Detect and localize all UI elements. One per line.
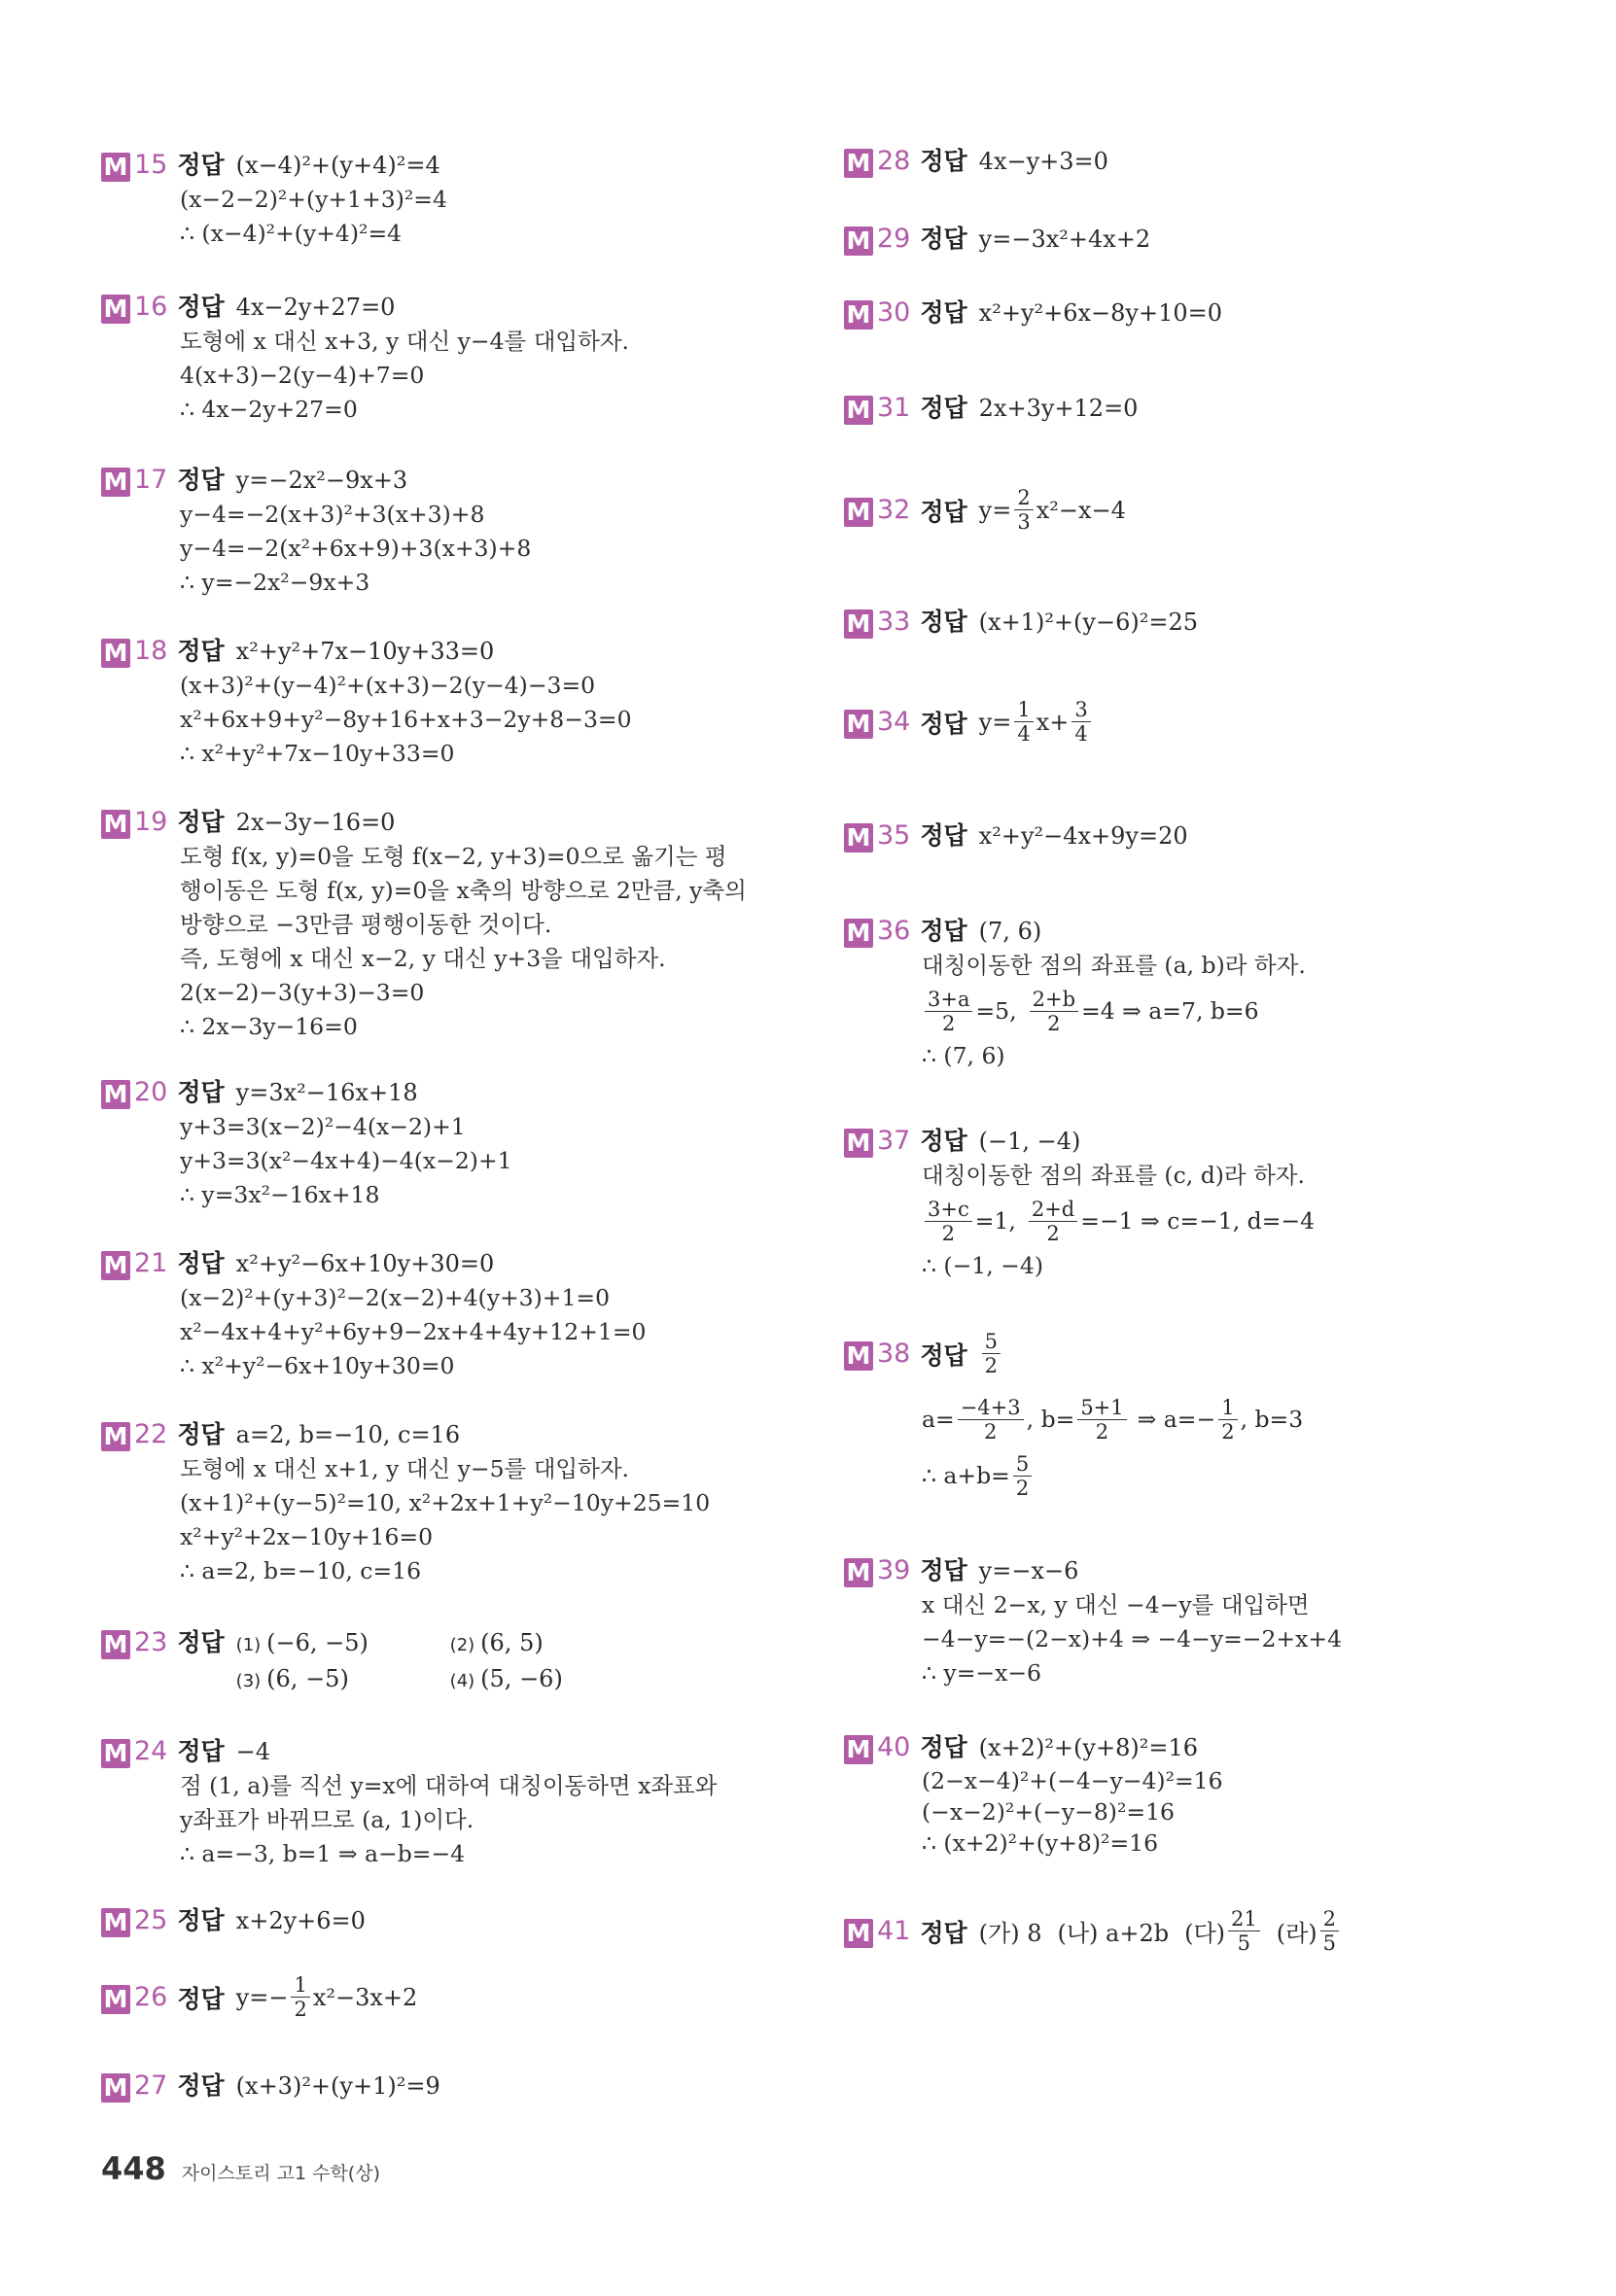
solution-line: y+3=3(x−2)²−4(x−2)+1: [180, 1113, 466, 1140]
answer-label: 정답: [920, 917, 967, 945]
answer-label: 정답: [177, 1249, 225, 1277]
answer-text: (x−4)²+(y+4)²=4: [235, 152, 440, 179]
solution-line: 도형에 x 대신 x+3, y 대신 y−4를 대입하자.: [180, 328, 629, 355]
answer-part: (다): [1184, 1920, 1225, 1947]
solution-line: ∴ y=−2x²−9x+3: [180, 569, 370, 596]
page-number: 448: [101, 2150, 166, 2187]
answer-label: 정답: [177, 1906, 225, 1934]
answer-text: x²+y²+7x−10y+33=0: [235, 638, 495, 665]
answer-label: 정답: [177, 808, 225, 836]
problem-number: 15: [134, 150, 168, 180]
m-badge: M: [101, 295, 130, 324]
m-badge: M: [844, 396, 873, 425]
solution-line: 도형에 x 대신 x+1, y 대신 y−5를 대입하자.: [180, 1455, 629, 1482]
m-badge: M: [101, 1630, 130, 1659]
solution-line: (x−2)²+(y+3)²−2(x−2)+4(y+3)+1=0: [180, 1284, 611, 1311]
solution-fraction-line: $\frac{3+c}{2}$ =1, $\frac{2+d}{2}$ =−1 ⇒ c=−1, d=−4: [922, 1193, 1315, 1249]
solution-line: 대칭이동한 점의 좌표를 (a, b)라 하자.: [922, 952, 1306, 979]
solution-lines: [922, 1588, 1342, 1690]
problem-number: 33: [877, 607, 911, 637]
answer-label: 정답: [920, 709, 967, 738]
answer-text-pre: y=−: [235, 1983, 289, 2011]
m-badge: M: [844, 1558, 873, 1587]
solution-lines: [180, 1452, 710, 1588]
fraction: $\frac{2+b}{2}$: [1030, 988, 1078, 1035]
m-badge: M: [844, 919, 873, 948]
problem-37: [844, 1122, 1315, 1283]
solution-line: 행이동은 도형 f(x, y)=0을 x축의 방향으로 2만큼, y축의: [180, 877, 747, 904]
problem-16: [101, 288, 629, 427]
problem-39: [844, 1551, 1342, 1690]
problem-36: [844, 912, 1306, 1073]
sub-answer: (4) (5, −6): [449, 1665, 563, 1692]
answer-label: 정답: [177, 151, 225, 179]
answer-text-post: x²−x−4: [1036, 496, 1126, 524]
solution-line: ∴ a=−3, b=1 ⇒ a−b=−4: [180, 1840, 466, 1867]
answer-label: 정답: [177, 466, 225, 494]
solution-line: y좌표가 바뀌므로 (a, 1)이다.: [180, 1806, 474, 1833]
problem-number: 28: [877, 146, 911, 176]
fraction: 21 5: [1228, 1907, 1260, 1955]
solution-lines: [180, 498, 531, 600]
m-badge: M: [844, 498, 873, 527]
problem-number: 34: [877, 707, 911, 737]
answer-label: 정답: [177, 1628, 225, 1656]
solution-line: 대칭이동한 점의 좌표를 (c, d)라 하자.: [922, 1162, 1305, 1189]
solution-line: (x+1)²+(y−5)²=10, x²+2x+1+y²−10y+25=10: [180, 1489, 711, 1516]
answer-label: 정답: [920, 225, 967, 253]
problem-number: 22: [134, 1419, 168, 1449]
answer-label: 정답: [920, 1340, 967, 1370]
page-footer: [101, 2150, 380, 2187]
solution-line: −4−y=−(2−x)+4 ⇒ −4−y=−2+x+4: [922, 1625, 1343, 1652]
solution-line: ∴ y=3x²−16x+18: [180, 1181, 380, 1208]
answer-text: 2x+3y+12=0: [978, 395, 1139, 422]
solution-line: ∴ y=−x−6: [922, 1659, 1041, 1687]
solution-lines: [180, 1110, 512, 1212]
m-badge: M: [844, 823, 873, 852]
answer-text-pre: y=: [978, 496, 1012, 524]
solution-line: x²+y²+2x−10y+16=0: [180, 1523, 434, 1550]
problem-28: [844, 142, 1108, 177]
answer-label: 정답: [920, 1556, 967, 1584]
m-badge: M: [844, 1735, 873, 1764]
problem-number: 19: [134, 807, 168, 837]
problem-35: [844, 817, 1188, 852]
solution-line: x²+6x+9+y²−8y+16+x+3−2y+8−3=0: [180, 706, 632, 733]
problem-number: 20: [134, 1077, 168, 1107]
problem-number: 30: [877, 297, 911, 328]
m-badge: M: [101, 1908, 130, 1937]
answer-text: 4x−y+3=0: [978, 148, 1108, 175]
m-badge: M: [101, 1251, 130, 1280]
problem-15: [101, 146, 447, 251]
solution-lines: [180, 840, 747, 1044]
problem-number: 31: [877, 393, 911, 423]
answer-label: 정답: [920, 1733, 967, 1761]
answer-text: x²+y²−6x+10y+30=0: [235, 1250, 495, 1277]
m-badge: M: [844, 300, 873, 330]
problem-number: 35: [877, 820, 911, 851]
m-badge: M: [101, 1080, 130, 1109]
solution-lines: [180, 325, 629, 427]
answer-part: (가) 8: [978, 1920, 1042, 1947]
sub-answer: (2) (6, 5): [449, 1629, 544, 1656]
problem-26: [101, 1973, 417, 2021]
fraction: $\frac{5}{2}$: [1013, 1452, 1032, 1500]
answer-label: 정답: [177, 1984, 225, 2013]
solution-line: (2−x−4)²+(−4−y−4)²=16: [922, 1767, 1223, 1794]
solution-lines: [922, 1159, 1315, 1283]
answer-label: 정답: [920, 1127, 967, 1155]
answer-label: 정답: [177, 2071, 225, 2100]
sub-answer: (1) (−6, −5): [235, 1629, 369, 1656]
answer-label: 정답: [920, 394, 967, 422]
answer-text: x²+y²−4x+9y=20: [978, 822, 1188, 850]
problem-27: [101, 2067, 440, 2102]
answer-label: 정답: [920, 821, 967, 850]
solution-line: 방향으로 −3만큼 평행이동한 것이다.: [180, 911, 552, 938]
answer-label: 정답: [177, 637, 225, 665]
problem-20: [101, 1073, 512, 1212]
solution-line: ∴ 2x−3y−16=0: [180, 1013, 358, 1040]
solution-line: (−x−2)²+(−y−8)²=16: [922, 1798, 1175, 1826]
problem-number: 36: [877, 916, 911, 946]
answer-text-pre: y=: [978, 708, 1012, 736]
book-title: 자이스토리 고1 수학(상): [181, 2163, 380, 2184]
solution-line: 즉, 도형에 x 대신 x−2, y 대신 y+3을 대입하자.: [180, 945, 666, 972]
problem-18: [101, 632, 632, 771]
solution-line: y−4=−2(x²+6x+9)+3(x+3)+8: [180, 535, 532, 562]
fraction: $\frac{3}{4}$: [1071, 698, 1090, 746]
problem-number: 17: [134, 465, 168, 495]
problem-number: 29: [877, 224, 911, 254]
problem-22: [101, 1415, 710, 1588]
answer-label: 정답: [920, 147, 967, 175]
answer-label: 정답: [177, 1420, 225, 1448]
solution-line: 점 (1, a)를 직선 y=x에 대하여 대칭이동하면 x좌표와: [180, 1772, 718, 1799]
solution-line: ∴ (x+2)²+(y+8)²=16: [922, 1829, 1159, 1857]
problem-number: 32: [877, 495, 911, 525]
m-badge: M: [844, 710, 873, 739]
problem-number: 37: [877, 1126, 911, 1156]
answer-text: (x+1)²+(y−6)²=25: [978, 609, 1198, 636]
problem-38: [844, 1330, 1303, 1504]
solution-line: 4(x+3)−2(y−4)+7=0: [180, 362, 425, 389]
problem-24: [101, 1732, 717, 1871]
problem-number: 21: [134, 1248, 168, 1278]
solution-lines: [180, 183, 447, 251]
m-badge: M: [101, 1422, 130, 1451]
problem-number: 40: [877, 1732, 911, 1762]
solution-line: (x+3)²+(y−4)²+(x+3)−2(y−4)−3=0: [180, 672, 596, 699]
problem-17: [101, 461, 531, 600]
fraction: $\frac{2+d}{2}$: [1029, 1198, 1077, 1245]
answer-text-mid: x+: [1036, 708, 1070, 736]
problem-25: [101, 1901, 366, 1936]
problem-number: 24: [134, 1736, 168, 1766]
solution-line: ∴ x²+y²+7x−10y+33=0: [180, 740, 455, 767]
solution-line: x 대신 2−x, y 대신 −4−y를 대입하면: [922, 1591, 1310, 1618]
problem-33: [844, 603, 1198, 638]
m-badge: M: [844, 1341, 873, 1371]
solution-line: 2(x−2)−3(y+3)−3=0: [180, 979, 425, 1006]
problem-31: [844, 389, 1138, 424]
fraction: $\frac{5+1}{2}$: [1077, 1396, 1126, 1444]
solution-lines: [922, 949, 1306, 1073]
m-badge: M: [844, 149, 873, 178]
fraction: $\frac{1}{2}$: [291, 1973, 309, 2021]
solution-line: ∴ (−1, −4): [922, 1252, 1043, 1279]
answer-text: y=−3x²+4x+2: [978, 226, 1151, 253]
solution-fraction-line: a= $\frac{-4+3}{2}$ , b= $\frac{5+1}{2}$ ⇒ a=− $\frac{1}{2}$ , b=3: [922, 1395, 1304, 1444]
answer-label: 정답: [177, 1737, 225, 1765]
answer-text: y=3x²−16x+18: [235, 1079, 418, 1106]
problem-40: [844, 1728, 1223, 1859]
answer-text: (x+3)²+(y+1)²=9: [235, 2072, 440, 2100]
solution-line: x²−4x+4+y²+6y+9−2x+4+4y+12+1=0: [180, 1318, 647, 1345]
problem-19: [101, 803, 747, 1044]
m-badge: M: [101, 153, 130, 182]
m-badge: M: [101, 810, 130, 839]
problem-29: [844, 220, 1150, 255]
problem-21: [101, 1244, 647, 1383]
answer-text: (7, 6): [978, 918, 1042, 945]
solution-fraction-line: ∴ a+b= $\frac{5}{2}$: [922, 1447, 1303, 1504]
solution-lines: [180, 1281, 647, 1383]
problem-number: 39: [877, 1555, 911, 1585]
answer-text: 4x−2y+27=0: [235, 294, 396, 321]
answer-label: 정답: [920, 298, 967, 327]
answer-label: 정답: [177, 1078, 225, 1106]
m-badge: M: [844, 1129, 873, 1158]
answer-text: x²+y²+6x−8y+10=0: [978, 299, 1222, 327]
sub-answers: [236, 1626, 664, 1698]
problem-number: 41: [877, 1916, 911, 1946]
solution-line: y−4=−2(x+3)²+3(x+3)+8: [180, 501, 485, 528]
problem-number: 18: [134, 636, 168, 666]
problem-number: 27: [134, 2070, 168, 2101]
answer-part: (라): [1276, 1920, 1317, 1947]
solution-lines: [180, 669, 632, 771]
solution-line: ∴ x²+y²−6x+10y+30=0: [180, 1352, 455, 1379]
problem-41: [844, 1907, 1342, 1955]
sub-answer: (3) (6, −5): [235, 1665, 349, 1692]
solution-line: 도형 f(x, y)=0을 도형 f(x−2, y+3)=0으로 옮기는 평: [180, 843, 727, 870]
solution-lines: [180, 1769, 717, 1871]
answer-part: (나) a+2b: [1057, 1920, 1170, 1947]
fraction: $\frac{3+c}{2}$: [925, 1198, 972, 1245]
m-badge: M: [101, 639, 130, 668]
fraction: $\frac{2}{3}$: [1014, 486, 1033, 534]
solution-line: ∴ 4x−2y+27=0: [180, 396, 358, 423]
solution-line: (x−2−2)²+(y+1+3)²=4: [180, 186, 447, 213]
m-badge: M: [101, 1739, 130, 1768]
answer-text: (−1, −4): [978, 1128, 1081, 1155]
answer-text: −4: [235, 1738, 271, 1765]
problem-number: 23: [134, 1627, 168, 1657]
problem-34: [844, 698, 1094, 746]
answer-label: 정답: [920, 497, 967, 526]
answer-text: a=2, b=−10, c=16: [235, 1421, 461, 1448]
solution-lines: [922, 1391, 1303, 1504]
answer-text: (x+2)²+(y+8)²=16: [978, 1734, 1198, 1761]
problem-number: 26: [134, 1982, 168, 2012]
fraction: $\frac{1}{4}$: [1014, 698, 1033, 746]
m-badge: M: [101, 1985, 130, 2014]
solution-lines: [922, 1765, 1223, 1859]
solution-line: ∴ a=2, b=−10, c=16: [180, 1557, 422, 1584]
m-badge: M: [101, 468, 130, 497]
answer-text-post: x²−3x+2: [312, 1983, 418, 2011]
answer-label: 정답: [920, 608, 967, 636]
solution-line: ∴ (7, 6): [922, 1042, 1005, 1069]
problem-23: [101, 1623, 664, 1698]
answer-label: 정답: [920, 1918, 967, 1947]
m-badge: M: [101, 2073, 130, 2103]
fraction: $\frac{-4+3}{2}$: [958, 1396, 1024, 1444]
problem-number: 38: [877, 1339, 911, 1369]
fraction: $\frac{1}{2}$: [1218, 1396, 1237, 1444]
answer-text: 2x−3y−16=0: [235, 809, 396, 836]
m-badge: M: [844, 609, 873, 639]
fraction: 2 5: [1320, 1907, 1339, 1955]
m-badge: M: [844, 1919, 873, 1948]
answer-label: 정답: [177, 293, 225, 321]
answer-text: y=−x−6: [978, 1557, 1079, 1584]
solution-line: y+3=3(x²−4x+4)−4(x−2)+1: [180, 1147, 512, 1174]
problem-30: [844, 294, 1222, 329]
answer-text: x+2y+6=0: [235, 1907, 366, 1934]
problem-number: 16: [134, 292, 168, 322]
fraction: 5 2: [982, 1330, 1001, 1377]
m-badge: M: [844, 226, 873, 256]
fraction: $\frac{3+a}{2}$: [925, 988, 972, 1035]
problem-number: 25: [134, 1905, 168, 1935]
answer-text: y=−2x²−9x+3: [235, 467, 408, 494]
solution-line: ∴ (x−4)²+(y+4)²=4: [180, 220, 403, 247]
problem-32: [844, 486, 1126, 534]
solution-fraction-line: $\frac{3+a}{2}$ =5, $\frac{2+b}{2}$ =4 ⇒ a=7, b=6: [922, 983, 1306, 1039]
